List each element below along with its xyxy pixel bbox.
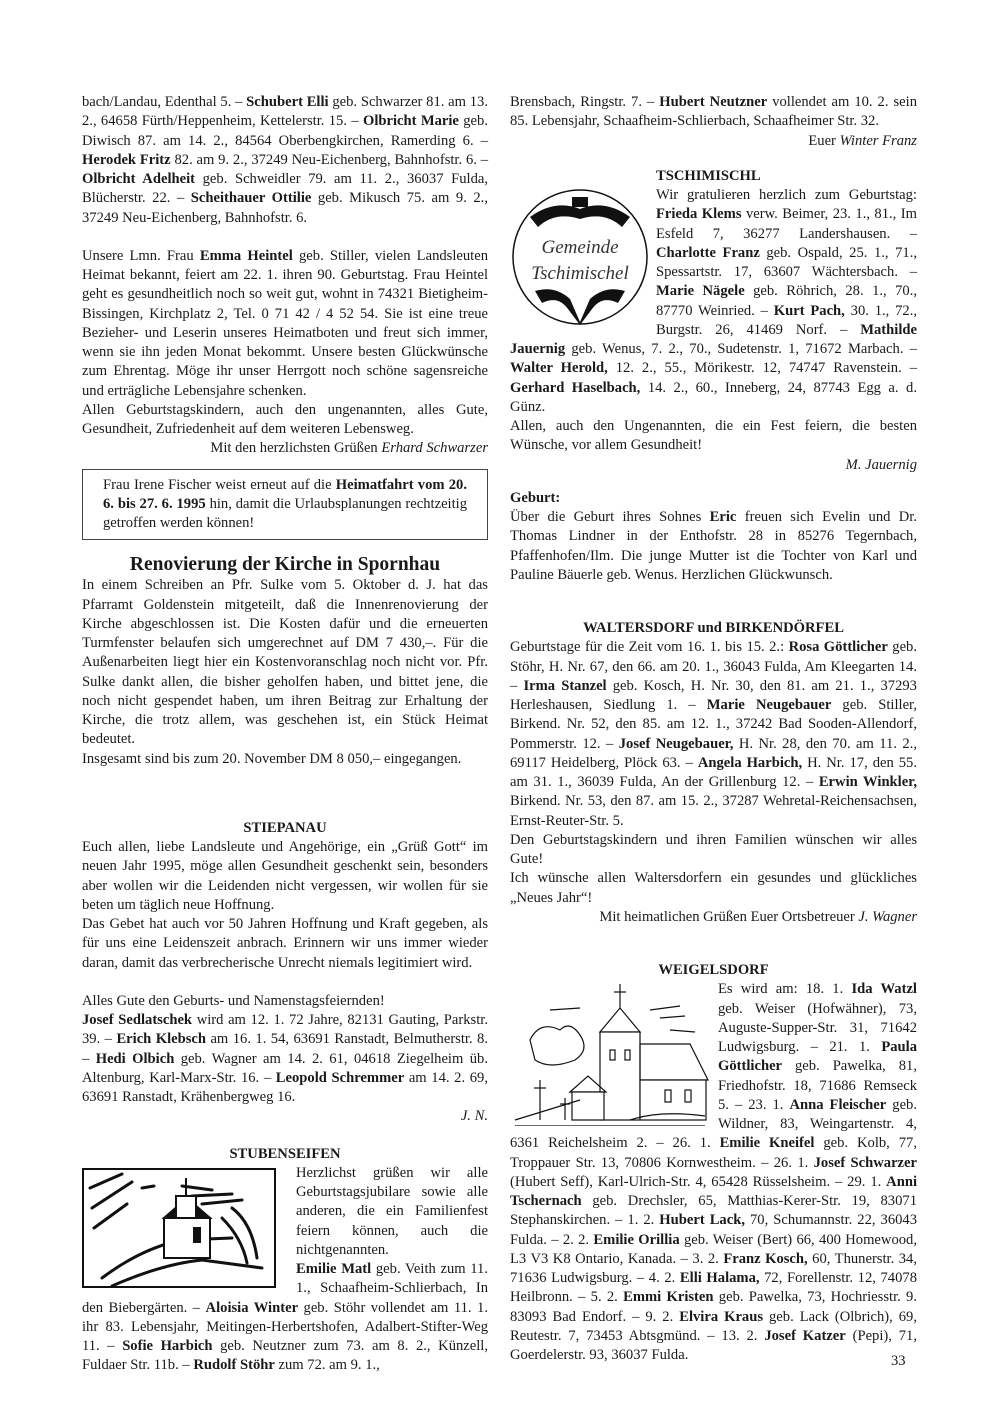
signature [510,132,917,151]
text-run: geb. Diwisch 87. am 14. 2., 84564 Oberbengkirchen, Ramerding 6. – [82,113,488,149]
person-name: Emilie Matl [296,1261,372,1277]
text-run: 70, Schumannstr. 22, 36043 Fulda. – 2. 2. [510,1212,918,1248]
text-run: hin, damit die Urlaubsplanungen rechtzeitig getroffen werden können! [103,495,468,531]
person-name: Josef Schwarzer [813,1154,917,1171]
person-name: Olbricht Marie [362,113,459,130]
paragraph [510,508,917,585]
person-name: Olbricht Adelheit [82,171,196,187]
text-run: 60, Thunerstr. 34, 71636 Ludwigsburg. – 4. 2. [510,1250,917,1286]
paragraph [82,247,488,401]
text-run: wird am 12. 1. 72 Jahre, 82131 Gauting, Parkstr. 39. – [82,1012,488,1048]
person-name: Emilie Orillia [593,1231,680,1248]
seal-text-line1: Gemeinde [541,236,619,258]
text-run: geb. Schwarzer 81. am 13. 2., 64658 Fürth/Heppenheim, Kettelerstr. 15. – [82,94,489,130]
section-title: Renovierung der Kirche in Spornhau [129,554,441,576]
text-run: Euch allen, liebe Landsleute und Angehörige, ein „Grüß Gott“ im neuen Jahr 1995, möge allen Gesundheit geschenkt sein, besonders aber wollen wir die Leidenden nicht vergessen, wir wollen für sie beten um täglich neue Hoffnung. [82,839,488,913]
person-name: Walter Herold, [510,360,608,377]
section-title: STIEPANAU [243,819,327,836]
text-run: zum 72. am 9. 1., [274,1357,380,1374]
text-run: Über die Geburt ihres Sohnes [510,509,710,525]
person-name: Hedi Olbich [95,1050,175,1067]
section-stubenseifen [82,1145,488,1376]
person-name: Erwin Winkler, [818,774,917,790]
person-name: Emma Heintel [199,247,293,264]
text-run: geb. Stöhr, H. Nr. 67, den 66. am 20. 1., 36043 Fulda, Am Kleegarten 14. – [510,639,917,694]
section-title: TSCHIMISCHL [656,167,761,184]
signature-name: J. N. [460,1108,488,1125]
text-run: vollendet am 10. 2. sein 85. Lebensjahr, Schaafheim-Schlierbach, Schaafheimer Str. 32. [510,94,918,130]
page-number: 33 [891,1353,906,1369]
person-name: Sofie Harbich [122,1338,213,1354]
text-run: geb. Wagner am 14. 2. 61, 04618 Ziegelheim üb. Altenburg, Karl-Marx-Str. 16. – [82,1050,488,1086]
person-name: Gerhard Haselbach, [510,379,641,396]
text-run: H. Nr. 28, den 70. am 11. 2., 69117 Heidelberg, Plöck 63. – [510,735,918,771]
section-title: STUBENSEIFEN [229,1145,341,1162]
text-run: Es wird am: 18. 1. [718,981,852,998]
text-run: geb. Mikusch 75. am 9. 2., 37249 Neu-Eichenberg, Bahnhofstr. 6. [82,190,488,226]
person-name: Josef Neugebauer, [618,735,734,752]
text-run: 72, Forellenstr. 12, 74078 Heilbronn. – 5. 2. [510,1270,917,1306]
person-name: Kurt Pach, [773,302,845,319]
person-name: Rudolf Stöhr [193,1357,275,1374]
person-name: Schubert Elli [246,94,329,110]
text-run: 82. am 9. 2., 37249 Neu-Eichenberg, Bahnhofstr. 6. – [170,151,489,168]
person-name: Herodek Fritz [82,151,171,168]
text-run: Brensbach, Ringstr. 7. – [510,94,660,110]
person-name: Scheithauer Ottilie [190,190,312,207]
person-name: Eric [709,509,737,525]
paragraph [82,401,488,440]
seal-text-line2: Tschimischel [531,262,629,284]
signature-name: J. Wagner [858,908,917,925]
person-name: Irma Stanzel [523,677,607,694]
text-run: Euer [808,132,840,149]
section-title: WEIGELSDORF [658,962,769,978]
section-title: WALTERSDORF und BIRKENDÖRFEL [583,620,844,636]
stubenseifen-continued [510,93,917,151]
person-name: Anna Fleischer [789,1096,887,1113]
text-run: verw. Beimer, 23. 1., 81., Im Esfeld 7, 36277 Landershausen. – [656,206,917,242]
text-run: geb. Drechsler, 65, Matthias-Kerer-Str. 19, 83071 Stephanskirchen. – 1. 2. [510,1193,917,1229]
person-name: Frieda Klems [656,206,742,223]
text-run: geb. Weiser (Bert) 66, 400 Homewood, L3 V3 K8 Ontario, Kanada. – 3. 2. [510,1231,917,1267]
text-run: Mit den herzlichsten Grüßen [210,440,382,457]
person-name: Emmi Kristen [623,1289,714,1306]
text-run: Birkend. Nr. 53, den 87. am 15. 2., 37287 Wehretal-Reichensachsen, Ernst-Reuter-Str. 5. [510,793,917,829]
paragraph [82,93,488,228]
paragraph [510,831,917,870]
person-name: Josef Katzer [764,1327,846,1344]
chapel-illustration [82,1168,276,1290]
text-run: geb. Stiller, Birkend. Nr. 52, den 85. am 12. 1., 37242 Bad Sooden-Allendorf, Pommerstr. 12. – [510,697,917,752]
paragraph [82,750,488,769]
text-run: geb. Schweidler 79. am 11. 2., 36037 Fulda, Blücherstr. 22. – [82,171,488,207]
text-run: Unsere Lmn. Frau [82,247,200,264]
person-name: Elvira Kraus [679,1308,764,1325]
text-run: Frau Irene Fischer weist erneut auf die [103,476,336,493]
person-name: Marie Nägele [656,283,745,300]
notice-text [103,476,467,534]
gemeinde-tschimischel-seal [510,187,650,327]
person-name: Hubert Neutzner [659,94,768,110]
paragraph [510,417,917,456]
paragraph [510,869,917,908]
text-run: bach/Landau, Edenthal 5. – [82,94,247,110]
text-run: geb. Neutzner zum 73. am 8. 2., Künzell, Fuldaer Str. 11b. – [82,1338,488,1374]
text-run: geb. Ospald, 25. 1., 71., Spessartstr. 17, 63607 Wächtersbach. – [656,244,917,280]
section-tschimischl [510,167,917,475]
person-name: Mathilde Jauernig [510,321,917,357]
section-title: Geburt: [510,489,561,506]
section-geburt [510,489,917,585]
paragraph [82,992,488,1011]
person-name: Josef Sedlatschek [82,1012,193,1028]
text-run: Allen Geburtstagskindern, auch den ungenannten, alles Gute, Gesundheit, Zufriedenheit auf dem weiteren Lebensweg. [82,401,488,437]
text-run: freuen sich Evelin und Dr. Thomas Lindner in der Enthofstr. 28 in 85276 Tegernbach, Pfaffenhofen/Ilm. Die junge Mutter ist die Tochter von Karl und Pauline Bäuerle geb. Wenus. Herzlichen Glückwunsch. [510,509,917,583]
person-name: Emilie Kneifel [719,1135,815,1152]
paragraph [82,838,488,915]
text-run: Herzlichst grüßen wir alle Geburtstagsjubilare sowie alle anderen, die ein Familienfest feiern können, auch die nichtgenannten. [296,1164,488,1258]
text-run: geb. Wildner, 83, Weingartenstr. 4, 6361 Reichelsheim 2. – 26. 1. [510,1096,917,1152]
text-run: Das Gebet hat auch vor 50 Jahren Hoffnung und Kraft gegeben, als für uns eine Leidenszeit anbrach. Erinnern wir uns immer wieder daran, damit das verbrecherische Unrecht niemals legitimiert wird. [82,916,488,971]
paragraph [82,1011,488,1107]
signature: M. Jauernig [845,456,917,473]
section-spornhau [82,554,488,769]
text-run: Insgesamt sind bis zum 20. November DM 8 050,– eingegangen. [82,750,462,767]
paragraph [82,915,488,973]
text-run: geb. Stöhr vollendet am 11. 1. ihr 83. Lebensjahr, Meitingen-Herbertshofen, Adalbert-Stifter-Weg 11. – [82,1299,489,1354]
text-run: 12. 2., 55., Mörikestr. 12, 74747 Ravenstein. – [607,360,917,377]
person-name: Marie Neugebauer [706,697,832,713]
person-name: Angela Harbich, [697,754,803,771]
text-run: 14. 2., 60., Inneberg, 24, 87743 Egg a. d. Günz. [510,379,917,415]
text-run: Allen, auch den Ungenannten, die ein Fest feiern, die besten Wünsche, vor allem Gesundheit! [510,418,917,454]
signature [82,1107,488,1126]
birthday-list-continued [82,93,488,459]
text-run: In einem Schreiben an Pfr. Sulke vom 5. Oktober d. J. hat das Pfarramt Goldenstein mitgeteilt, daß die Innenrenovierung der Kirche abgeschlossen ist. Die Kosten dafür und die erneuerten Turmfenster belaufen sich umgerechnet auf DM 7 430,–. Für die Außenarbeiten liegt hier ein Kostenvoranschlag noch nicht vor. Pfr. Sulke dankt allen, die bisher geholfen haben, und bittet jene, die noch nicht gespendet haben, um ihren Beitrag zur Erhaltung der Kirche, die trotz allem, was geschehen ist, ein Stück Heimat bedeutet. [82,577,488,748]
text-run: am 14. 2. 69, 63691 Ranstadt, Krähenbergweg 16. [82,1069,488,1105]
text-run: geb. Pawelka, 81, Friedhofstr. 18, 71686 Remseck 5. – 23. 1. [718,1058,917,1113]
person-name: Charlotte Franz [656,244,760,261]
section-waltersdorf [510,619,917,927]
signature-name: Erhard Schwarzer [381,440,488,457]
right-column [510,93,917,1365]
person-name: Aloisia Winter [205,1299,299,1316]
person-name: Hubert Lack, [659,1212,745,1229]
text-run: H. Nr. 17, den 55. am 31. 1., 36039 Fulda, An der Grillenburg 12. – [510,754,917,790]
text-run: geb. Wenus, 7. 2., 70., Sudetenstr. 1, 71672 Marbach. – [565,341,917,357]
text-run: Geburtstage für die Zeit vom 16. 1. bis 15. 2.: [510,639,789,656]
left-column [82,93,488,1376]
signature-name: Winter Franz [839,132,917,149]
text-run: (Hubert Seff), Karl-Ulrich-Str. 4, 65428 Rüsselsheim. – 29. 1. [510,1173,887,1190]
text-run: geb. Weiser (Hofwähner), 73, Auguste-Supper-Str. 31, 71642 Ludwigsburg. – 21. 1. [718,1000,917,1055]
paragraph [510,93,917,132]
text-run: 30. 1., 72., Burgstr. 26, 41469 Norf. – [656,302,918,338]
text-run: geb. Röhrich, 28. 1., 70., 87770 Weinried. – [656,283,917,319]
person-name: Rosa Göttlicher [788,639,888,656]
text-run: Mit heimatlichen Grüßen Euer Ortsbetreuer [599,908,859,925]
paragraph [510,638,917,831]
person-name: Leopold Schremmer [275,1069,405,1086]
text-run: geb. Pawelka, 73, Hochriesstr. 9. 83093 Bad Endorf. – 9. 2. [510,1289,917,1325]
text-run: geb. Veith zum 11. 1., Schaafheim-Schlierbach, In den Biebergärten. – [82,1261,488,1316]
text-run: geb. Stiller, vielen Landsleuten Heimat bekannt, feiert am 22. 1. ihren 90. Geburtstag. Frau Heintel geht es gesundheitlich noch so weit gut, wohnt in 74321 Bietigheim-Bissingen, Kirchplatz 2, Tel. 0 71 42 / 4 52 54. Sie ist eine treue Bezieher- und Leserin unseres Heimatboten und freut sich immer, wenn sie ihn jeden Monat bekommt. Unsere besten Glückwünsche zum Ehrentag. Möge ihr unser Herrgott noch schöne sagensreiche und erträgliche Lebensjahre schenken. [82,247,489,399]
text-run: geb. Lack (Olbrich), 69, Reutestr. 7, 73453 Abtsgmünd. – 13. 2. [510,1308,918,1344]
signature [510,908,917,927]
signature [82,439,488,458]
section-stiepanau [82,819,488,1127]
section-weigelsdorf [510,961,917,1365]
text-run: geb. Kosch, H. Nr. 30, den 81. am 21. 1., 37293 Herleshausen, Siedlung 1. – [510,677,917,713]
person-name: Anni Tschernach [510,1173,917,1209]
person-name: Elli Halama, [679,1270,760,1286]
church-illustration [510,980,710,1126]
text-run: am 16. 1. 54, 63691 Ranstadt, Belmutherstr. 8. – [82,1031,489,1067]
person-name: Paula Göttlicher [718,1039,917,1075]
person-name: Franz Kosch, [723,1250,808,1267]
text-run: Wir gratulieren herzlich zum Geburtstag: [656,187,917,203]
text-run: Alles Gute den Geburts- und Namenstagsfeiernden! [82,992,385,1009]
text-run: geb. Kolb, 77, Troppauer Str. 13, 70806 Kornwestheim. – 26. 1. [510,1135,917,1171]
notice-box [82,469,488,541]
person-name: Ida Watzl [851,981,917,998]
text-run: (Pepi), 71, Goerdelerstr. 93, 36037 Fulda. [510,1327,917,1363]
person-name: Erich Klebsch [116,1031,207,1048]
text-run: Ich wünsche allen Waltersdorfern ein gesundes und glückliches „Neues Jahr“! [510,870,917,906]
person-name: Heimatfahrt vom 20. 6. bis 27. 6. 1995 [103,476,467,512]
text-run: Den Geburtstagskindern und ihren Familien wünschen wir alles Gute! [510,831,917,867]
paragraph [82,576,488,749]
